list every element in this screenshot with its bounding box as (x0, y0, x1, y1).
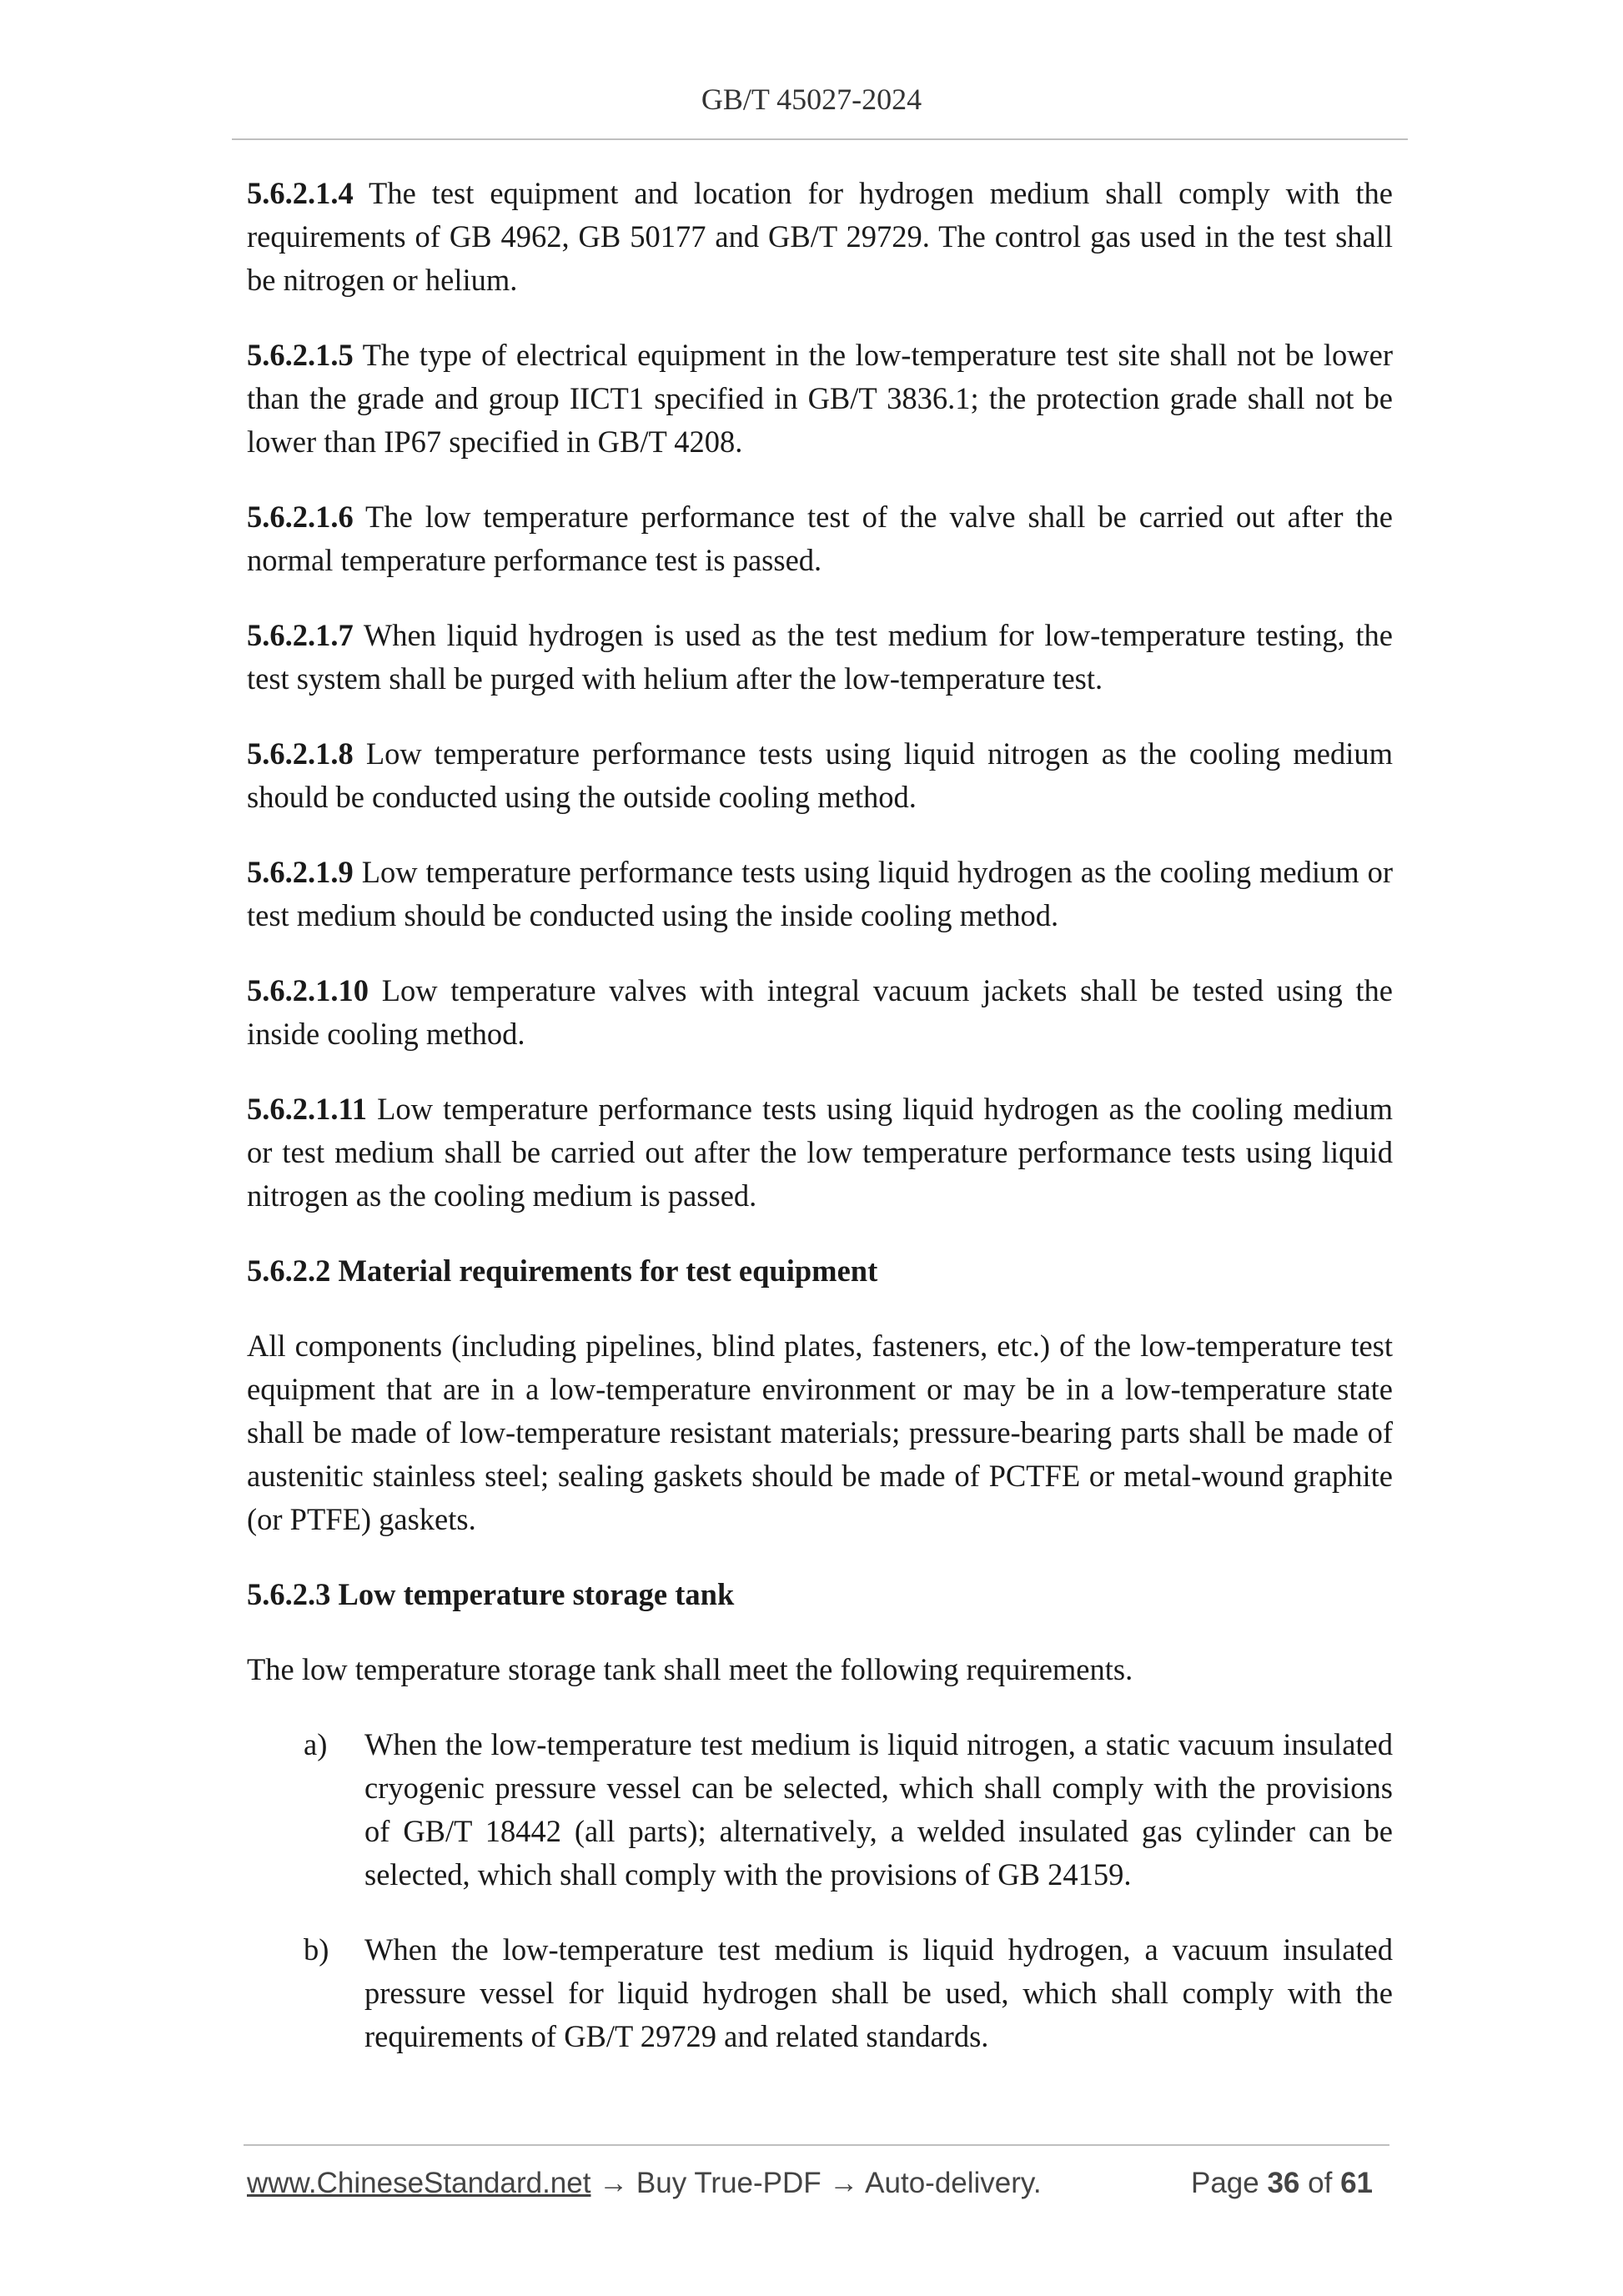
list-marker: b) (304, 1932, 329, 1967)
page-label: Page (1190, 2167, 1259, 2199)
clause-number: 5.6.2.1.9 (247, 855, 354, 889)
list-item-text: When the low-temperature test medium is liquid hydrogen, a vacuum insulated pressure vessel for liquid hydrogen shall be used, which shall comply with the requirements of GB/T 29729 and related standards. (364, 1932, 1393, 2053)
clause-text: The low temperature performance test of the valve shall be carried out after the normal temperature performance test is passed. (247, 500, 1394, 577)
clause-number: 5.6.2.1.6 (247, 500, 354, 534)
clause-number: 5.6.2.1.5 (247, 338, 354, 372)
clause-number: 5.6.2.1.4 (247, 176, 354, 210)
page-indicator (1191, 2167, 1373, 2200)
clause-5-6-2-1-6 (247, 495, 1393, 582)
clause-number: 5.6.2.1.10 (247, 973, 369, 1007)
total-page-count: 61 (1340, 2167, 1373, 2199)
section-body-material-requirements: All components (including pipelines, blind plates, fasteners, etc.) of the low-temperature test equipment that are in a low-temperature environment or may be in a low-temperature state shall be made of low-temperature resistant materials; pressure-bearing parts shall be made of austenitic stainless steel; sealing gaskets should be made of PCTFE or metal-wound graphite (or PTFE) gaskets. (247, 1329, 1393, 1536)
header-divider (232, 138, 1408, 140)
clause-text: When liquid hydrogen is used as the test medium for low-temperature testing, the test system shall be purged with helium after the low-temperature test. (247, 618, 1393, 696)
clause-5-6-2-1-5 (247, 334, 1393, 464)
clause-text: The type of electrical equipment in the low-temperature test site shall not be lower than the grade and group IICT1 specified in GB/T 3836.1; the protection grade shall not be lower than IP67 specified in GB/T 4208. (247, 338, 1394, 459)
clause-text: Low temperature valves with integral vacuum jackets shall be tested using the inside cooling method. (247, 973, 1394, 1051)
list-item (247, 1723, 1393, 1897)
document-code-header: GB/T 45027-2024 (701, 83, 922, 116)
list-item-text: When the low-temperature test medium is liquid nitrogen, a static vacuum insulated cryogenic pressure vessel can be selected, which shall comply with the provisions of GB/T 18442 (all parts); alternatively, a welded insulated gas cylinder can be selected, which shall comply with the provisions of GB 24159. (364, 1727, 1393, 1892)
website-link[interactable]: www.ChineseStandard.net (247, 2167, 591, 2199)
clause-5-6-2-1-4 (247, 172, 1393, 302)
footer-promo (247, 2167, 1042, 2200)
section-intro-storage-tank: The low temperature storage tank shall meet the following requirements. (247, 1652, 1133, 1686)
footer-promo-text: → Buy True-PDF → Auto-delivery. (599, 2167, 1042, 2199)
section-heading-storage-tank: 5.6.2.3 Low temperature storage tank (247, 1577, 735, 1611)
clause-number: 5.6.2.1.8 (247, 736, 354, 771)
clause-5-6-2-1-8 (247, 732, 1393, 819)
list-marker: a) (304, 1727, 328, 1761)
clause-text: The test equipment and location for hydrogen medium shall comply with the requirements of GB 4962, GB 50177 and GB/T 29729. The control gas used in the test shall be nitrogen or helium. (247, 176, 1394, 297)
clause-5-6-2-1-10 (247, 969, 1393, 1056)
clause-text: Low temperature performance tests using liquid hydrogen as the cooling medium or test medium should be conducted using the inside cooling method. (247, 855, 1394, 932)
clause-text: Low temperature performance tests using liquid hydrogen as the cooling medium or test medium shall be carried out after the low temperature performance tests using liquid nitrogen as the cooling medium is passed. (247, 1092, 1394, 1213)
clause-5-6-2-1-9 (247, 851, 1393, 937)
clause-number: 5.6.2.1.11 (247, 1092, 367, 1126)
of-label: of (1308, 2167, 1333, 2199)
clause-number: 5.6.2.1.7 (247, 618, 354, 652)
footer-divider (244, 2144, 1389, 2146)
page-body (247, 172, 1393, 2090)
clause-5-6-2-1-7 (247, 614, 1393, 701)
list-item (247, 1928, 1393, 2058)
current-page-number: 36 (1267, 2167, 1300, 2199)
clause-text: Low temperature performance tests using liquid nitrogen as the cooling medium should be conducted using the outside cooling method. (247, 736, 1394, 814)
clause-5-6-2-1-11 (247, 1088, 1393, 1218)
section-heading-material-requirements: 5.6.2.2 Material requirements for test equipment (247, 1254, 878, 1288)
